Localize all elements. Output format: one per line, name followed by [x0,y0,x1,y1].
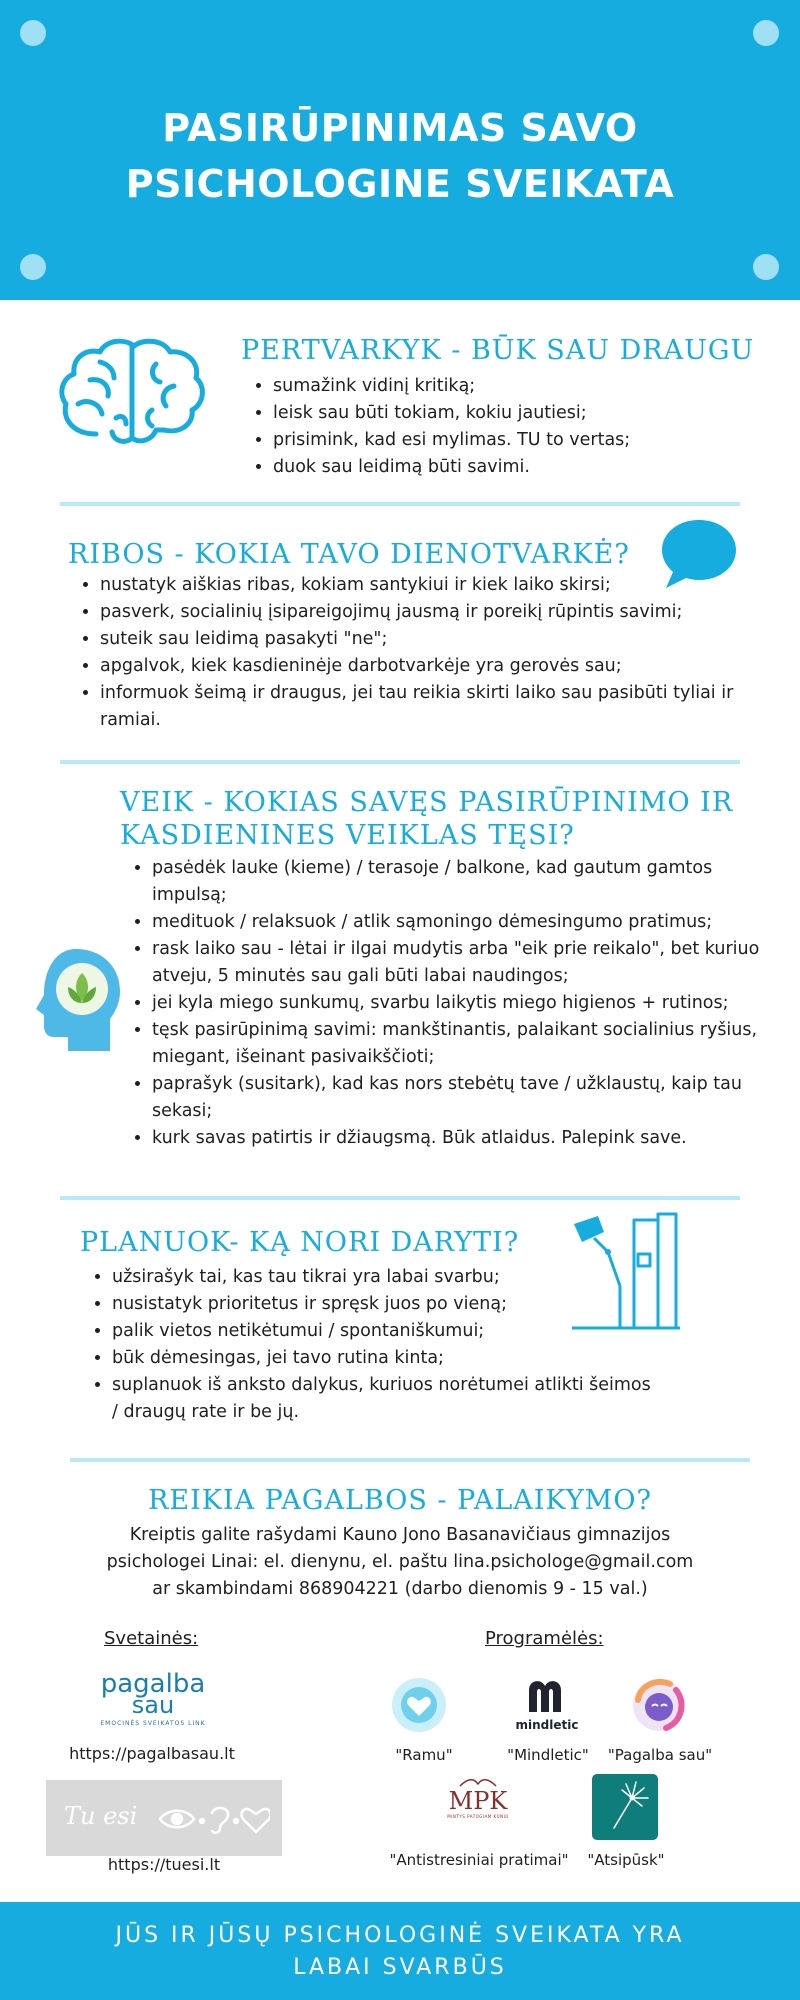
mindletic-logo-text: mindletic [515,1718,579,1732]
decorative-dot [20,20,46,46]
section-title-boundaries: RIBOS - KOKIA TAVO DIENOTVARKĖ? [68,539,630,570]
app-name-pagalba-sau: "Pagalba sau" [607,1746,713,1764]
pagalba-sau-logo-line1: pagalba [100,1669,206,1699]
section-title-plan: PLANUOK- KĄ NORI DARYTI? [80,1227,520,1258]
page-title-line2: PSICHOLOGINE SVEIKATA [125,162,675,206]
list-item: • sumažink vidinį kritiką; [273,373,773,400]
website-link-tuesi[interactable]: https://tuesi.lt [107,1855,221,1874]
decorative-dot [20,254,46,280]
help-contact-info [50,1522,750,1603]
app-name-ramu: "Ramu" [395,1746,453,1764]
plan-list [92,1264,652,1426]
list-item: • palik vietos netikėtumui / spontaniškumui; [112,1318,652,1345]
section-divider [70,1458,750,1462]
list-item: • jei kyla miego sunkumų, svarbu laikytis miego higienos + rutinos; [152,990,782,1017]
list-item: • suteik sau leidimą pasakyti "ne"; [100,626,760,653]
boundaries-list [80,572,760,734]
list-item: • nustatyk aiškias ribas, kokiam santykiui ir kiek laiko skirsi; [100,572,760,599]
list-item: • apgalvok, kiek kasdieninėje darbotvarkėje yra gerovės sau; [100,653,760,680]
decorative-dot [753,20,779,46]
section-title-act [120,786,733,852]
mpk-logo-tagline: MINTYS PATOGIAM KŪNUI [447,1814,509,1819]
page-title-line1: PASIRŪPINIMAS SAVO [162,106,638,150]
list-item: • pasverk, socialinių įsipareigojimų jausmą ir poreikį rūpintis savimi; [100,599,760,626]
list-item: • prisimink, kad esi mylimas. TU to vertas; [273,427,773,454]
footer-message [0,1920,800,1984]
footer-line1: JŪS IR JŪSŲ PSICHOLOGINĖ SVEIKATA YRA [115,1923,685,1948]
section-divider [60,502,740,506]
section-title-reframe: PERTVARKYK - BŪK SAU DRAUGU [241,335,755,366]
section-divider [60,1196,740,1200]
help-line2: psichologei Linai: el. dienynu, el. paštu lina.psichologe@gmail.com [106,1552,694,1572]
list-item: • nusistatyk prioritetus ir spręsk juos po vieną; [112,1291,652,1318]
list-item: • duok sau leidimą būti savimi. [273,454,773,481]
ramu-heart-icon[interactable] [388,1676,450,1734]
dandelion-icon[interactable] [592,1774,658,1840]
list-item: • medituok / relaksuok / atlik sąmoningo dėmesingumo pratimus; [152,909,782,936]
reframe-list [253,373,773,481]
help-line3: ar skambindami 868904221 (darbo dienomis 9 - 15 val.) [152,1579,648,1599]
list-item: • informuok šeimą ir draugus, jei tau reikia skirti laiko sau pasibūti tyliai ir ramiai. [100,680,760,734]
list-item: • kurk savas patirtis ir džiaugsmą. Būk atlaidus. Palepink save. [152,1125,782,1152]
website-link-pagalbasau[interactable]: https://pagalbasau.lt [69,1744,235,1763]
footer-banner [0,1902,800,2000]
section-divider [60,760,740,764]
list-item: • leisk sau būti tokiam, kokiu jautiesi; [273,400,773,427]
pagalba-sau-logo-tagline: EMOCINĖS SVEIKATOS LINK [100,1720,206,1727]
help-line1: Kreiptis galite rašydami Kauno Jono Basanavičiaus gimnazijos [129,1525,671,1545]
section-title-act-line2: KASDIENINES VEIKLAS TĘSI? [120,820,575,851]
mindletic-logo-icon[interactable] [525,1676,569,1714]
list-item: • paprašyk (susitark), kad kas nors stebėtų tave / užklaustų, kaip tau sekasi; [152,1071,782,1125]
list-item: • būk dėmesingas, jei tavo rutina kinta; [112,1345,652,1372]
list-item: • pasėdėk lauke (kieme) / terasoje / balkone, kad gautum gamtos impulsą; [152,855,782,909]
mpk-logo-icon[interactable] [440,1776,516,1834]
pagalba-sau-logo-line2: sau [131,1691,175,1719]
header-banner [0,0,800,300]
pagalba-sau-app-icon[interactable] [630,1676,688,1734]
act-list [132,855,782,1152]
section-title-help: REIKIA PAGALBOS - PALAIKYMO? [148,1485,652,1516]
app-name-mindletic: "Mindletic" [507,1746,589,1764]
list-item: • suplanuok iš anksto dalykus, kuriuos norėtumei atlikti šeimos / draugų rate ir be jų. [112,1372,652,1426]
mpk-logo-text: MPK [448,1787,508,1815]
websites-heading: Svetainės: [104,1628,199,1649]
tuesi-logo[interactable] [46,1780,282,1856]
pagalba-sau-logo[interactable] [88,1669,218,1727]
tuesi-logo-text: Tu esi [64,1802,138,1830]
eye-ear-heart-icon [158,1802,270,1836]
list-item: • rask laiko sau - lėtai ir ilgai mudytis arba "eik prie reikalo", bet kuriuo atveju, 5 minutės sau gali būti labai naudingos; [152,936,782,990]
list-item: • užsirašyk tai, kas tau tikrai yra labai svarbu; [112,1264,652,1291]
page-title [0,100,800,212]
app-name-atsipusk: "Atsipūsk" [587,1851,665,1869]
mindful-head-icon [32,945,124,1057]
section-title-act-line1: VEIK - KOKIAS SAVĘS PASIRŪPINIMO IR [120,787,734,818]
decorative-dot [753,254,779,280]
apps-heading: Programėlės: [485,1628,604,1649]
app-name-antistresiniai: "Antistresiniai pratimai" [389,1851,569,1869]
footer-line2: LABAI SVARBŪS [293,1955,507,1980]
list-item: • tęsk pasirūpinimą savimi: mankštinantis, palaikant socialinius ryšius, miegant, išeinant pasivaikščioti; [152,1017,782,1071]
brain-icon [56,334,208,452]
